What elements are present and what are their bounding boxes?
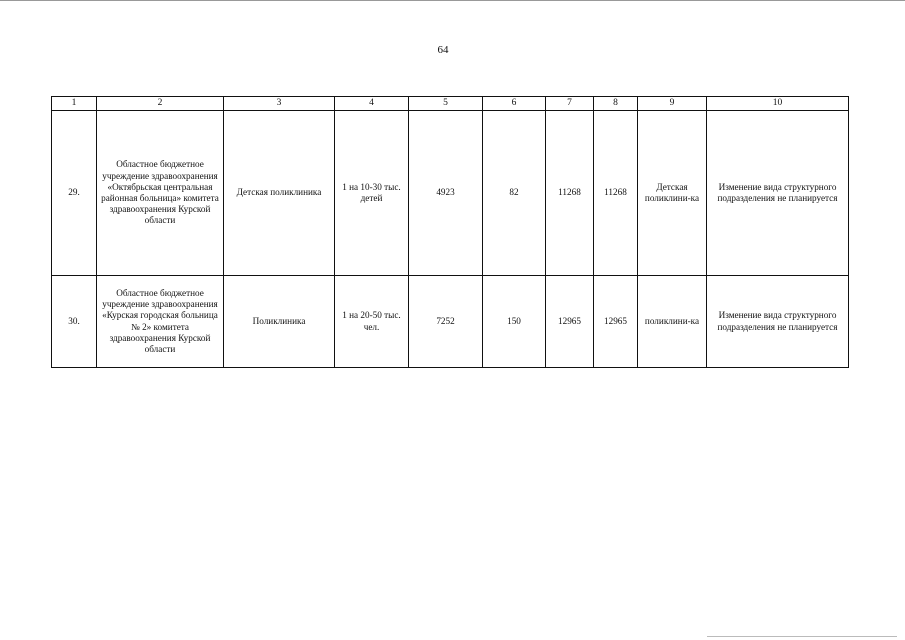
cell-col5: 4923 <box>409 111 483 276</box>
cell-col6: 82 <box>483 111 546 276</box>
column-header: 9 <box>638 97 707 111</box>
column-header: 8 <box>594 97 638 111</box>
column-header: 3 <box>224 97 335 111</box>
row-number: 30. <box>52 276 97 368</box>
column-header: 10 <box>707 97 849 111</box>
column-header: 6 <box>483 97 546 111</box>
cell-col5: 7252 <box>409 276 483 368</box>
cell-col6: 150 <box>483 276 546 368</box>
norm-value: 1 на 10-30 тыс. детей <box>335 111 409 276</box>
header-row <box>52 97 849 111</box>
cell-col7: 11268 <box>546 111 594 276</box>
unit-type: Детская поликлиника <box>224 111 335 276</box>
cell-col8: 11268 <box>594 111 638 276</box>
organization-name: Областное бюджетное учреждение здравоохранения «Курская городская больница № 2» комитета здравоохранения Курской области <box>97 276 224 368</box>
column-header: 5 <box>409 97 483 111</box>
cell-col7: 12965 <box>546 276 594 368</box>
organization-name: Областное бюджетное учреждение здравоохранения «Октябрьская центральная районная больница» комитета здравоохранения Курской области <box>97 111 224 276</box>
page-number: 64 <box>437 44 449 56</box>
facilities-table <box>51 96 849 368</box>
scan-edge-line <box>707 636 897 637</box>
column-header: 7 <box>546 97 594 111</box>
column-header: 2 <box>97 97 224 111</box>
cell-col9: поликлини-ка <box>638 276 707 368</box>
cell-col8: 12965 <box>594 276 638 368</box>
row-number: 29. <box>52 111 97 276</box>
cell-col9: Детская поликлини-ка <box>638 111 707 276</box>
cell-col10: Изменение вида структурного подразделения не планируется <box>707 276 849 368</box>
unit-type: Поликлиника <box>224 276 335 368</box>
cell-col10: Изменение вида структурного подразделения не планируется <box>707 111 849 276</box>
column-header: 4 <box>335 97 409 111</box>
table-row <box>52 276 849 368</box>
page-top-edge <box>0 0 905 1</box>
norm-value: 1 на 20-50 тыс. чел. <box>335 276 409 368</box>
column-header: 1 <box>52 97 97 111</box>
table-row <box>52 111 849 276</box>
